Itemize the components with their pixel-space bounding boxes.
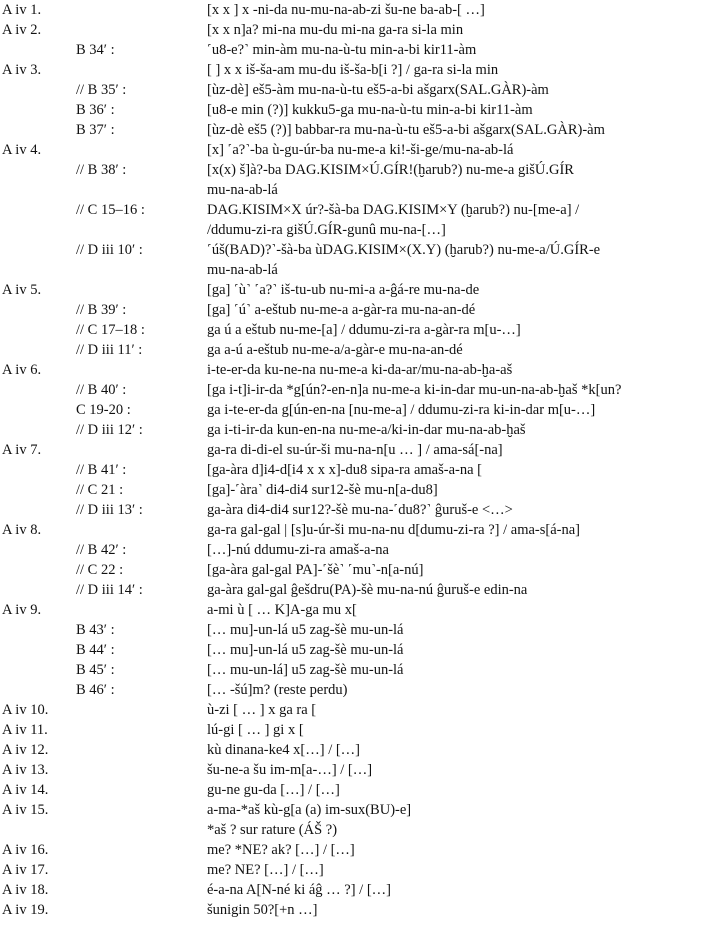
line-row — [0, 400, 722, 420]
line-label: A iv 17. — [2, 862, 49, 878]
line-text: [x x n]a? mi-na mu-du mi-na ga-ra si-la min — [207, 22, 464, 38]
line-row — [0, 80, 722, 100]
line-row — [0, 660, 722, 680]
line-text: mu-na-ab-lá — [207, 262, 278, 278]
line-text: gu-ne gu-da […] / […] — [207, 782, 340, 798]
line-text: lú-gi [ … ] gi x [ — [207, 722, 304, 738]
line-text: [… -šú]m? (reste perdu) — [207, 682, 348, 698]
line-label: // B 40′ : — [76, 382, 127, 398]
line-label: A iv 2. — [2, 22, 42, 38]
line-row — [0, 500, 722, 520]
line-text: [ga-àra gal-gal PA]-˹šè˺ ˹mu˺-n[a-nú] — [207, 562, 424, 578]
line-text: ga-àra di4-di4 sur12?-šè mu-na-˹du8?˺ ĝuruš-e <…> — [207, 502, 513, 518]
line-row — [0, 420, 722, 440]
line-text: é-a-na A[N-né ki áĝ … ?] / […] — [207, 882, 391, 898]
line-row — [0, 720, 722, 740]
line-text: ga a-ú a-eštub nu-me-a/a-gàr-e mu-na-an-dé — [207, 342, 463, 358]
line-label: // C 22 : — [76, 562, 124, 578]
line-label: B 43′ : — [76, 622, 115, 638]
line-text: [x x ] x -ni-da nu-mu-na-ab-zi šu-ne ba-ab-[ …] — [207, 2, 485, 18]
line-row — [0, 920, 722, 940]
line-label: B 34′ : — [76, 42, 115, 58]
line-row — [0, 360, 722, 380]
line-text: [… mu-un-lá] u5 zag-šè mu-un-lá — [207, 662, 404, 678]
line-label: // C 15–16 : — [76, 202, 145, 218]
line-label: A iv 10. — [2, 702, 49, 718]
line-text: [ùz-dè] eš5-àm mu-na-ù-tu eš5-a-bi ašgarx(SAL.GÀR)-àm — [207, 82, 549, 98]
line-row — [0, 780, 722, 800]
line-row — [0, 200, 722, 220]
line-label: A iv 12. — [2, 742, 49, 758]
line-text: ù-zi [ … ] x ga ra [ — [207, 702, 317, 718]
line-label: B 46′ : — [76, 682, 115, 698]
line-label: B 44′ : — [76, 642, 115, 658]
line-row — [0, 700, 722, 720]
line-row — [0, 680, 722, 700]
line-text: me? *NE? ak? […] / […] — [207, 842, 355, 858]
line-row — [0, 840, 722, 860]
line-label: // D iii 12′ : — [76, 422, 143, 438]
line-label: // D iii 14′ : — [76, 582, 143, 598]
line-text: /ddumu-zi-ra gišÚ.GÍR-gunû mu-na-[…] — [207, 222, 446, 238]
line-text: šu-ne-a šu im-m[a-…] / […] — [207, 762, 373, 778]
line-text: ˹u8-e?˺ min-àm mu-na-ù-tu min-a-bi kir11-àm — [207, 42, 477, 58]
line-row — [0, 900, 722, 920]
line-label: // B 35′ : — [76, 82, 127, 98]
line-text: [ga-àra d]i4-d[i4 x x x]-du8 sipa-ra amaš-a-na [ — [207, 462, 482, 478]
line-label: // B 41′ : — [76, 462, 127, 478]
line-text: DAG.KISIM×X úr?-šà-ba DAG.KISIM×Y (ḫarub?) nu-[me-a] / — [207, 202, 580, 218]
line-label: A iv 16. — [2, 842, 49, 858]
line-row — [0, 20, 722, 40]
line-text: [ga] ˹ú˺ a-eštub nu-me-a a-gàr-ra mu-na-an-dé — [207, 302, 476, 318]
line-label: // C 21 : — [76, 482, 124, 498]
line-label: A iv 3. — [2, 62, 42, 78]
line-label: A iv 5. — [2, 282, 42, 298]
line-text: me? NE? […] / […] — [207, 862, 324, 878]
line-label: B 36′ : — [76, 102, 115, 118]
line-label: B 37′ : — [76, 122, 115, 138]
line-label: // D iii 11′ : — [76, 342, 143, 358]
line-label: A iv 19. — [2, 902, 49, 918]
line-label: A iv 1. — [2, 2, 42, 18]
line-text: [x] ˹a?˺-ba ù-gu-úr-ba nu-me-a ki!-ši-ge/mu-na-ab-lá — [207, 142, 514, 158]
line-text: ga-ra di-di-el su-úr-ši mu-na-n[u … ] / ama-sá[-na] — [207, 442, 503, 458]
line-label: C 19-20 : — [76, 402, 131, 418]
line-text: šunigin 50?[+n …] — [207, 902, 318, 918]
line-row — [0, 520, 722, 540]
line-text: i-te-er-da ku-ne-na nu-me-a ki-da-ar/mu-na-ab-ḫa-aš — [207, 362, 513, 378]
line-text: mu-na-ab-lá — [207, 182, 278, 198]
line-label: A iv 15. — [2, 802, 49, 818]
line-label: // B 38′ : — [76, 162, 127, 178]
line-text: [u8-e min (?)] kukku5-ga mu-na-ù-tu min-a-bi kir11-àm — [207, 102, 533, 118]
line-row — [0, 460, 722, 480]
line-label: B 45′ : — [76, 662, 115, 678]
line-row — [0, 620, 722, 640]
line-row — [0, 380, 722, 400]
line-label: A iv 13. — [2, 762, 49, 778]
line-text: a-mi ù [ … K]A-ga mu x[ — [207, 602, 357, 618]
line-row — [0, 240, 722, 260]
line-row — [0, 0, 722, 20]
line-row — [0, 540, 722, 560]
line-text: [x(x) š]à?-ba DAG.KISIM×Ú.GÍR!(ḫarub?) nu-me-a gišÚ.GÍR — [207, 162, 574, 178]
line-label: // C 17–18 : — [76, 322, 145, 338]
line-row — [0, 320, 722, 340]
line-text: [… mu]-un-lá u5 zag-šè mu-un-lá — [207, 622, 404, 638]
line-label: // D iii 13′ : — [76, 502, 143, 518]
line-row — [0, 260, 722, 280]
line-row — [0, 480, 722, 500]
line-text: [ùz-dè eš5 (?)] babbar-ra mu-na-ù-tu eš5-a-bi ašgarx(SAL.GÀR)-àm — [207, 122, 605, 138]
line-row — [0, 740, 722, 760]
line-row — [0, 760, 722, 780]
line-row — [0, 600, 722, 620]
line-text: [ ] x x iš-ša-am mu-du iš-ša-b[i ?] / ga-ra si-la min — [207, 62, 499, 78]
line-label: A iv 6. — [2, 362, 42, 378]
line-row — [0, 160, 722, 180]
line-row — [0, 100, 722, 120]
line-row — [0, 640, 722, 660]
line-row — [0, 180, 722, 200]
line-row — [0, 580, 722, 600]
line-row — [0, 560, 722, 580]
line-label: A iv 18. — [2, 882, 49, 898]
line-row — [0, 880, 722, 900]
line-text: ga-àra gal-gal ĝešdru(PA)-šè mu-na-nú ĝuruš-e edin-na — [207, 582, 528, 598]
line-text: […]-nú ddumu-zi-ra amaš-a-na — [207, 542, 389, 558]
line-row — [0, 140, 722, 160]
line-text: ˹úš(BAD)?˺-šà-ba ùDAG.KISIM×(X.Y) (ḫarub?) nu-me-a/Ú.GÍR-e — [207, 242, 601, 258]
line-row — [0, 440, 722, 460]
line-row — [0, 300, 722, 320]
line-label: A iv 7. — [2, 442, 42, 458]
line-text: ga ú a eštub nu-me-[a] / ddumu-zi-ra a-gàr-ra m[u-…] — [207, 322, 521, 338]
line-text: ga i-ti-ir-da kun-en-na nu-me-a/ki-in-dar mu-na-ab-ḫaš — [207, 422, 526, 438]
line-row — [0, 340, 722, 360]
line-text: [ga] ˹ù˺ ˹a?˺ iš-tu-ub nu-mi-a a-ĝá-re mu-na-de — [207, 282, 480, 298]
line-label: A iv 4. — [2, 142, 42, 158]
line-text: [… mu]-un-lá u5 zag-šè mu-un-lá — [207, 642, 404, 658]
line-row — [0, 820, 722, 840]
line-label: A iv 14. — [2, 782, 49, 798]
line-row — [0, 280, 722, 300]
line-row — [0, 220, 722, 240]
line-row — [0, 40, 722, 60]
line-row — [0, 800, 722, 820]
line-label: // B 42′ : — [76, 542, 127, 558]
line-label: A iv 9. — [2, 602, 42, 618]
line-text: a-ma-*aš kù-g[a (a) im-sux(BU)-e] — [207, 802, 412, 818]
line-text: ga-ra gal-gal | [s]u-úr-ši mu-na-nu d[dumu-zi-ra ?] / ama-s[á-na] — [207, 522, 580, 538]
line-text: *aš ? sur rature (ÁŠ ?) — [207, 822, 338, 838]
line-label: // D iii 10′ : — [76, 242, 143, 258]
line-row — [0, 120, 722, 140]
line-row — [0, 860, 722, 880]
line-label: A iv 11. — [2, 722, 48, 738]
line-label: // B 39′ : — [76, 302, 127, 318]
line-row — [0, 60, 722, 80]
line-label: A iv 8. — [2, 522, 42, 538]
line-text: [ga i-t]i-ir-da *g[ún?-en-n]a nu-me-a ki-in-dar mu-un-na-ab-ḫaš *k[un? — [207, 382, 622, 398]
line-text: [ga]-˹àra˺ di4-di4 sur12-šè mu-n[a-du8] — [207, 482, 438, 498]
line-text: kù dinana-ke4 x[…] / […] — [207, 742, 361, 758]
line-text: ga i-te-er-da g[ún-en-na [nu-me-a] / ddumu-zi-ra ki-in-dar m[u-…] — [207, 402, 596, 418]
